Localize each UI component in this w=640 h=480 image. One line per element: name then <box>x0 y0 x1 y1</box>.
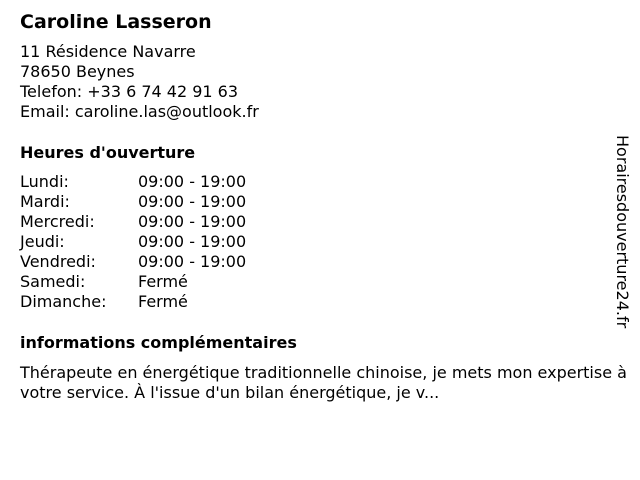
hours-heading: Heures d'ouverture <box>20 143 196 162</box>
hours-row-monday <box>20 172 620 192</box>
hours-day: Mardi: <box>20 192 70 211</box>
hours-time: Fermé <box>138 292 188 311</box>
hours-time: 09:00 - 19:00 <box>138 232 247 251</box>
hours-row-sunday <box>20 292 620 312</box>
info-description: Thérapeute en énergétique traditionnelle chinoise, je mets mon expertise à votre service. À l'issue d'un bilan énergétique, je v... <box>20 363 627 402</box>
hours-time: Fermé <box>138 272 188 291</box>
email-address: Email: caroline.las@outlook.fr <box>20 102 259 121</box>
business-name: Caroline Lasseron <box>20 11 212 33</box>
hours-day: Jeudi: <box>20 232 65 251</box>
hours-time: 09:00 - 19:00 <box>138 172 247 191</box>
hours-row-wednesday <box>20 212 620 232</box>
hours-day: Dimanche: <box>20 292 107 311</box>
hours-day: Mercredi: <box>20 212 95 231</box>
hours-day: Vendredi: <box>20 252 96 271</box>
hours-row-friday <box>20 252 620 272</box>
hours-row-tuesday <box>20 192 620 212</box>
hours-row-thursday <box>20 232 620 252</box>
hours-day: Lundi: <box>20 172 69 191</box>
address-line-2: 78650 Beynes <box>20 62 135 81</box>
hours-day: Samedi: <box>20 272 86 291</box>
site-watermark: Horairesdouverture24.fr <box>613 135 632 329</box>
hours-time: 09:00 - 19:00 <box>138 192 247 211</box>
hours-table <box>20 172 620 312</box>
phone-number: Telefon: +33 6 74 42 91 63 <box>20 82 239 101</box>
hours-time: 09:00 - 19:00 <box>138 252 247 271</box>
hours-time: 09:00 - 19:00 <box>138 212 247 231</box>
hours-row-saturday <box>20 272 620 292</box>
address-line-1: 11 Résidence Navarre <box>20 42 196 61</box>
info-heading: informations complémentaires <box>20 333 297 352</box>
